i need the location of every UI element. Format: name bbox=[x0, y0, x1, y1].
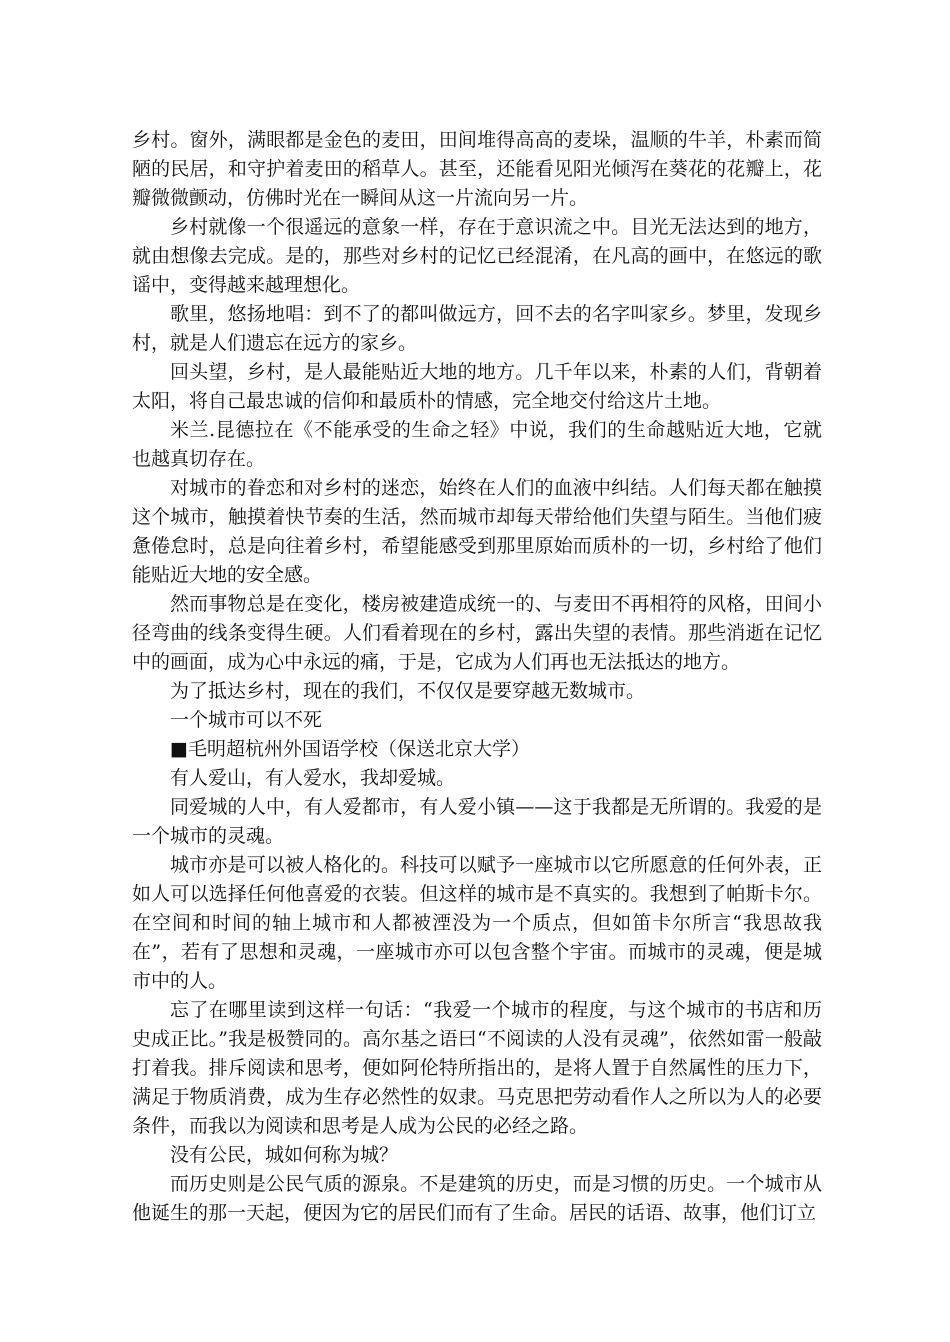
paragraph-8: 为了抵达乡村，现在的我们，不仅仅是要穿越无数城市。 bbox=[170, 680, 646, 702]
paragraph-3: 歌里，悠扬地唱：到不了的都叫做远方，回不去的名字叫家乡。梦里，发现乡村，就是人们遗忘在远方的家乡。 bbox=[132, 303, 822, 354]
paragraph-11: 城市亦是可以被人格化的。科技可以赋予一座城市以它所愿意的任何外表，正如人可以选择任何他喜爱的衣装。但这样的城市是不真实的。我想到了帕斯卡尔。在空间和时间的轴上城市和人都被湮没为一个质点，但如笛卡尔所言“我思故我在”，若有了思想和灵魂，一座城市亦可以包含整个宇宙。而城市的灵魂，便是城市中的人。 bbox=[132, 854, 822, 992]
essay-author-line: ■毛明超杭州外国语学校（保送北京大学） bbox=[170, 738, 530, 760]
paragraph-5: 米兰.昆德拉在《不能承受的生命之轻》中说，我们的生命越贴近大地，它就也越真切存在。 bbox=[132, 419, 822, 470]
paragraph-7: 然而事物总是在变化，楼房被建造成统一的、与麦田不再相符的风格，田间小径弯曲的线条变得生硬。人们看着现在的乡村，露出失望的表情。那些消逝在记忆中的画面，成为心中永远的痛，于是，它成为人们再也无法抵达的地方。 bbox=[132, 593, 822, 673]
paragraph-1: 乡村。窗外，满眼都是金色的麦田，田间堆得高高的麦垛，温顺的牛羊，朴素而简陋的民居，和守护着麦田的稻草人。甚至，还能看见阳光倾泻在葵花的花瓣上，花瓣微微颤动，仿佛时光在一瞬间从这一片流向另一片。 bbox=[132, 129, 822, 209]
paragraph-12: 忘了在哪里读到这样一句话：“我爱一个城市的程度，与这个城市的书店和历史成正比。”我是极赞同的。高尔基之语曰“不阅读的人没有灵魂”，依然如雷一般敲打着我。排斥阅读和思考，便如阿伦特所指出的，是将人置于自然属性的压力下，满足于物质消费，成为生存必然性的奴隶。马克思把劳动看作人之所以为人的必要条件，而我以为阅读和思考是人成为公民的必经之路。 bbox=[132, 999, 822, 1137]
paragraph-9: 有人爱山，有人爱水，我却爱城。 bbox=[170, 767, 456, 789]
paragraph-13: 没有公民，城如何称为城？ bbox=[170, 1144, 399, 1166]
paragraph-10: 同爱城的人中，有人爱都市，有人爱小镇——这于我都是无所谓的。我爱的是一个城市的灵魂。 bbox=[132, 796, 822, 847]
essay-title: 一个城市可以不死 bbox=[170, 709, 323, 731]
paragraph-4: 回头望，乡村，是人最能贴近大地的地方。几千年以来，朴素的人们，背朝着太阳，将自己最忠诚的信仰和最质朴的情感，完全地交付给这片土地。 bbox=[132, 361, 822, 412]
paragraph-14: 而历史则是公民气质的源泉。不是建筑的历史，而是习惯的历史。一个城市从他诞生的那一天起，便因为它的居民们而有了生命。居民的话语、故事，他们订立 bbox=[132, 1173, 822, 1224]
article-body bbox=[132, 126, 822, 1228]
paragraph-6: 对城市的眷恋和对乡村的迷恋，始终在人们的血液中纠结。人们每天都在触摸这个城市，触摸着快节奏的生活，然而城市却每天带给他们失望与陌生。当他们疲惫倦怠时，总是向往着乡村，希望能感受到那里原始而质朴的一切，乡村给了他们能贴近大地的安全感。 bbox=[132, 477, 822, 586]
paragraph-2: 乡村就像一个很遥远的意象一样，存在于意识流之中。目光无法达到的地方，就由想像去完成。是的，那些对乡村的记忆已经混淆，在凡高的画中，在悠远的歌谣中，变得越来越理想化。 bbox=[132, 216, 822, 296]
